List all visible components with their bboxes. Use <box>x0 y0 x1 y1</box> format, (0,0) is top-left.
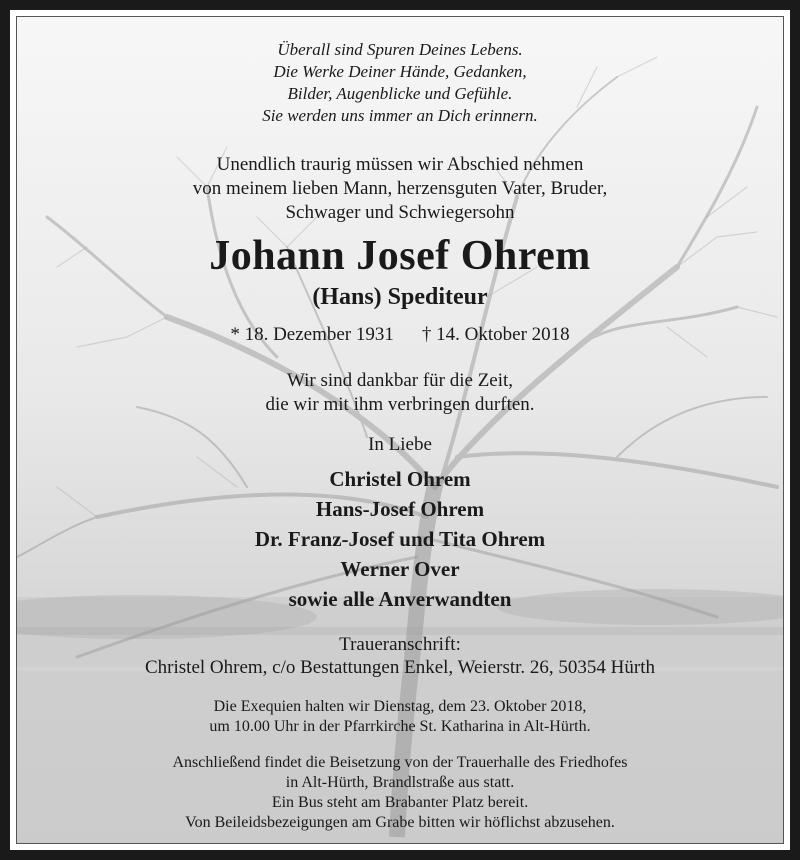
thanks-text <box>17 369 783 417</box>
intro-line: Schwager und Schwiegersohn <box>285 202 515 223</box>
life-dates <box>17 323 783 347</box>
intro-line: von meinem lieben Mann, herzensguten Vater, Bruder, <box>192 178 608 199</box>
thanks-line: Wir sind dankbar für die Zeit, <box>286 370 514 391</box>
family-member: sowie alle Anverwandten <box>288 587 512 611</box>
burial-line: Anschließend findet die Beisetzung von der Trauerhalle des Friedhofes <box>172 754 628 771</box>
funeral-mass-line: Die Exequien halten wir Dienstag, dem 23. Oktober 2018, <box>213 698 587 715</box>
obituary-frame <box>8 8 792 852</box>
family-member: Werner Over <box>340 557 460 581</box>
funeral-mass-info <box>17 697 783 737</box>
thanks-line: die wir mit ihm verbringen durften. <box>265 394 535 415</box>
poem-line: Sie werden uns immer an Dich erinnern. <box>262 106 538 125</box>
address-label: Traueranschrift: <box>339 634 461 655</box>
poem-line: Überall sind Spuren Deines Lebens. <box>277 40 523 59</box>
burial-line: Von Beileidsbezeigungen am Grabe bitten wir höflichst abzusehen. <box>185 814 615 831</box>
intro-text <box>17 153 783 225</box>
burial-line: Ein Bus steht am Brabanter Platz bereit. <box>271 794 529 811</box>
mourning-address <box>17 633 783 679</box>
address-text: Christel Ohrem, c/o Bestattungen Enkel, Weierstr. 26, 50354 Hürth <box>145 657 655 678</box>
poem <box>17 39 783 127</box>
deceased-subtitle: (Hans) Spediteur <box>312 284 488 310</box>
family-member: Hans-Josef Ohrem <box>315 497 485 521</box>
obituary-panel <box>16 16 784 844</box>
family-member: Christel Ohrem <box>329 467 471 491</box>
in-love-label: In Liebe <box>368 434 432 455</box>
family-list <box>17 464 783 614</box>
death-date: † 14. Oktober 2018 <box>421 324 570 345</box>
burial-info <box>17 753 783 833</box>
birth-date: * 18. Dezember 1931 <box>230 324 394 345</box>
deceased-name: Johann Josef Ohrem <box>209 233 591 279</box>
funeral-mass-line: um 10.00 Uhr in der Pfarrkirche St. Katharina in Alt-Hürth. <box>209 718 591 735</box>
burial-line: in Alt-Hürth, Brandlstraße aus statt. <box>285 774 515 791</box>
poem-line: Bilder, Augenblicke und Gefühle. <box>287 84 513 103</box>
poem-line: Die Werke Deiner Hände, Gedanken, <box>273 62 527 81</box>
family-member: Dr. Franz-Josef und Tita Ohrem <box>254 527 546 551</box>
intro-line: Unendlich traurig müssen wir Abschied nehmen <box>216 154 584 175</box>
